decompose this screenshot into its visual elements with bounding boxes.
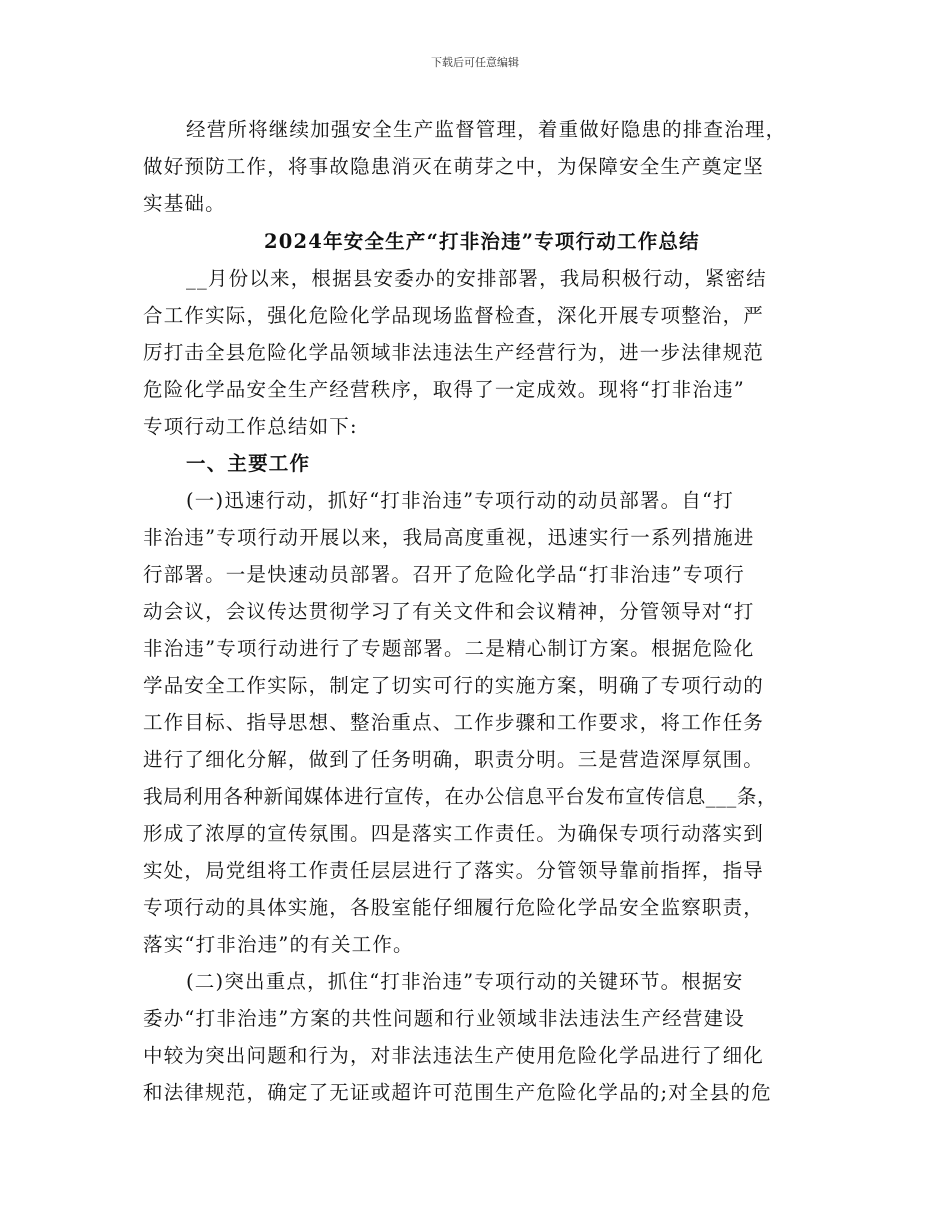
paragraph-line: 我局利用各种新闻媒体进行宣传，在办公信息平台发布宣传信息___条，	[143, 785, 778, 808]
paragraph-line: 行部署。一是快速动员部署。召开了危险化学品“打非治违”专项行	[143, 563, 745, 586]
paragraph-line: 形成了浓厚的宣传氛围。四是落实工作责任。为确保专项行动落实到	[143, 822, 765, 845]
paragraph-line: 实基础。	[143, 192, 226, 215]
page-header: 下载后可任意编辑	[431, 56, 519, 69]
paragraph-line: 委办“打非治违”方案的共性问题和行业领域非法违法生产经营建设	[143, 1007, 745, 1030]
paragraph-line: 经营所将继续加强安全生产监督管理，着重做好隐患的排查治理，	[186, 118, 787, 141]
paragraph-line: (一)迅速行动，抓好“打非治违”专项行动的动员部署。自“打	[186, 489, 734, 512]
paragraph-line: 工作目标、指导思想、整治重点、工作步骤和工作要求，将工作任务	[143, 711, 765, 734]
paragraph-line: 和法律规范，确定了无证或超许可范围生产危险化学品的;对全县的危	[143, 1081, 772, 1104]
paragraph-line: 专项行动工作总结如下:	[143, 415, 358, 438]
paragraph-line: 学品安全工作实际，制定了切实可行的实施方案，明确了专项行动的	[143, 674, 765, 697]
paragraph-line: 专项行动的具体实施，各股室能仔细履行危险化学品安全监察职责，	[143, 896, 765, 919]
paragraph-line: 实处，局党组将工作责任层层进行了落实。分管领导靠前指挥，指导	[143, 859, 765, 882]
paragraph-line: 非治违”专项行动进行了专题部署。二是精心制订方案。根据危险化	[143, 637, 755, 660]
paragraph-line: 进行了细化分解，做到了任务明确，职责分明。三是营造深厚氛围。	[143, 748, 765, 771]
paragraph-line: 合工作实际，强化危险化学品现场监督检查，深化开展专项整治，严	[143, 304, 765, 327]
paragraph-line: 动会议，会议传达贯彻学习了有关文件和会议精神，分管领导对“打	[143, 600, 755, 623]
paragraph-line: 中较为突出问题和行为，对非法违法生产使用危险化学品进行了细化	[143, 1044, 765, 1067]
document-title: 2024年安全生产“打非治违”专项行动工作总结	[264, 230, 700, 253]
paragraph-line: (二)突出重点，抓住“打非治违”专项行动的关键环节。根据安	[186, 970, 744, 993]
paragraph-line: 落实“打非治违”的有关工作。	[143, 933, 414, 956]
paragraph-line: __月份以来，根据县安委办的安排部署，我局积极行动，紧密结	[186, 267, 767, 290]
paragraph-line: 厉打击全县危险化学品领域非法违法生产经营行为，进一步法律规范	[143, 341, 765, 364]
paragraph-line: 非治违”专项行动开展以来，我局高度重视，迅速实行一系列措施进	[143, 526, 755, 549]
paragraph-line: 做好预防工作，将事故隐患消灭在萌芽之中，为保障安全生产奠定坚	[143, 155, 765, 178]
section-heading: 一、主要工作	[186, 452, 311, 475]
paragraph-line: 危险化学品安全生产经营秩序，取得了一定成效。现将“打非治违”	[143, 378, 745, 401]
